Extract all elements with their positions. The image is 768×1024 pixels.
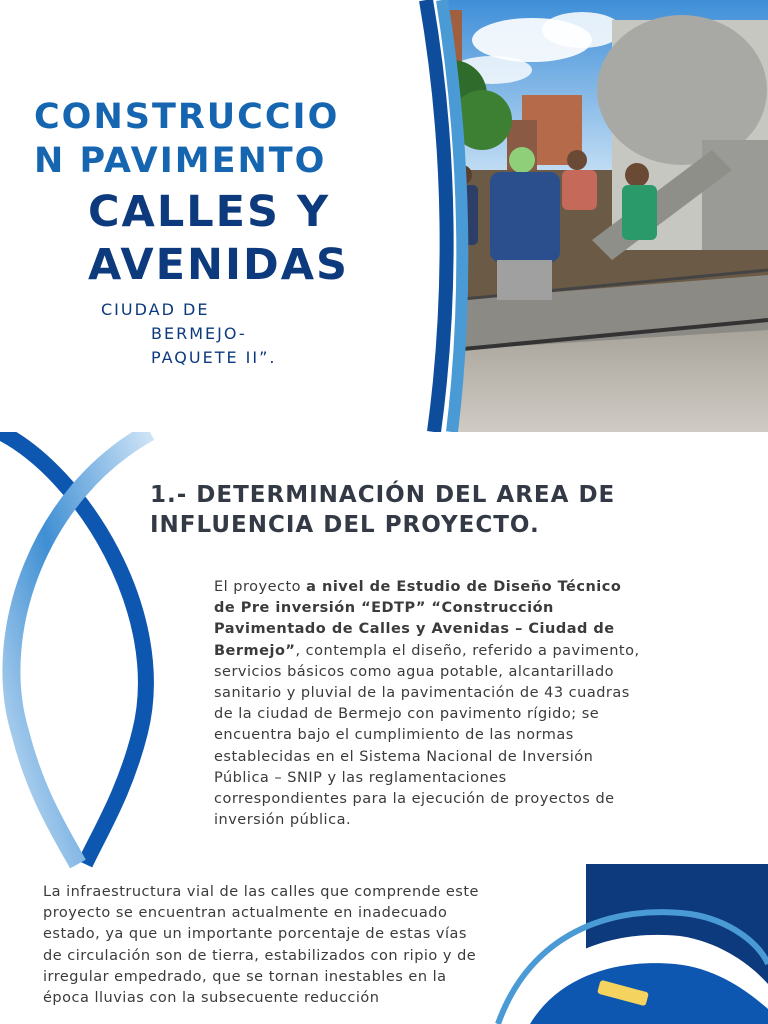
title-slide: [0, 0, 768, 432]
para1-bold-project-name: a nivel de Estudio de Diseño Técnico de Pre inversión “EDTP” “Construcción Pavimentado de Calles y Avenidas – Ciudad de Bermejo”: [214, 579, 622, 659]
infrastructure-paragraph: La infraestructura vial de las calles que comprende este proyecto se encuentran actualmente en inadecuado estado, ya que un importante porcentaje de estas vías de circulación son de tierra, estabilizados con ripio y de irregular empedrado, que se tornan inestables en la época lluvias con la subsecuente reducción: [43, 884, 479, 1007]
navy-corner-decoration: [470, 864, 768, 1024]
subtitle-line-2: BERMEJO-: [151, 324, 247, 343]
para1-intro-text: El proyecto: [214, 579, 307, 595]
subtitle-ciudad-bermejo: [101, 298, 301, 370]
section-heading: 1.- DETERMINACIÓN DEL AREA DE INFLUENCIA DEL PROYECTO.: [150, 482, 616, 538]
construction-photo: [412, 0, 768, 432]
subtitle-line-3: PAQUETE II”.: [151, 348, 277, 367]
title-construccion-pavimento: CONSTRUCCION PAVIMENTO: [34, 97, 340, 181]
project-description-paragraph: [214, 577, 644, 831]
para1-body-text: , contempla el diseño, referido a pavimento, servicios básicos como agua potable, alcantarillado sanitario y pluvial de la pavimentación de 43 cuadras de la ciudad de Bermejo con pavimento rígido; se encuentra bajo el cumplimiento de las normas establecidas en el Sistema Nacional de Inversión Pública – SNIP y las reglamentaciones correspondientes para la ejecución de proyectos de inversión pública.: [214, 642, 640, 829]
title-calles-avenidas: CALLES Y AVENIDAS: [88, 187, 349, 290]
subtitle-line-1: CIUDAD DE: [101, 300, 210, 319]
